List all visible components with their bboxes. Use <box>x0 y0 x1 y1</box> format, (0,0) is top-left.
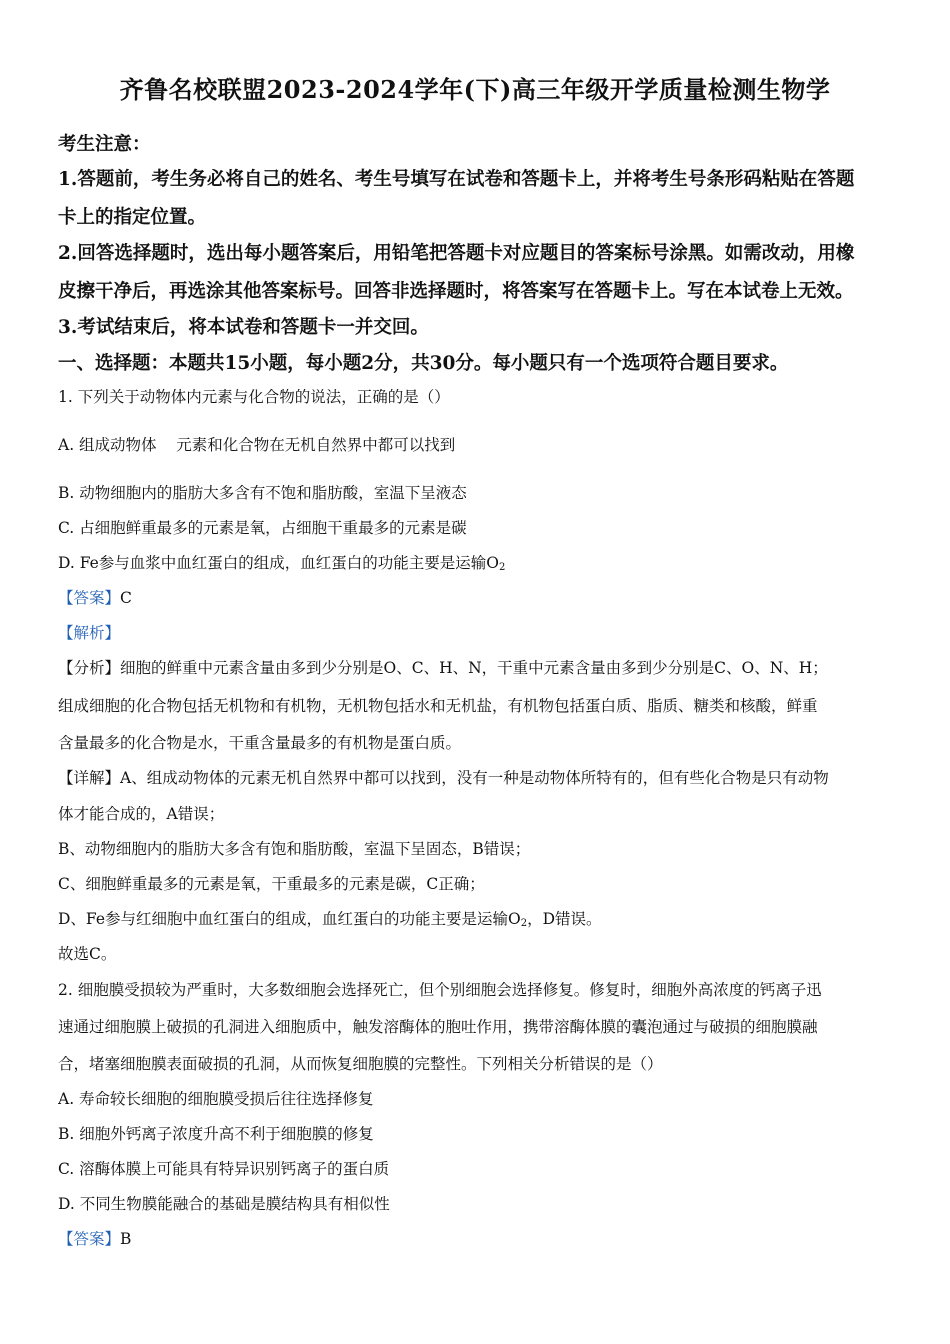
notice-heading: 考生注意： <box>58 134 151 155</box>
section-heading: 一、选择题：本题共15小题，每小题2分，共30分。每小题只有一个选项符合题目要求。 <box>58 353 789 374</box>
q1-detail-d <box>58 907 898 929</box>
q1-option-a: A. 组成动物体 元素和化合物在无机自然界中都可以找到 <box>58 436 456 454</box>
q1-detail-d-subscript: 2 <box>520 918 528 929</box>
q1-option-b: B. 动物细胞内的脂肪大多含有不饱和脂肪酸，室温下呈液态 <box>58 484 467 502</box>
q1-detail-d-post: ，D错误。 <box>527 910 602 928</box>
q1-option-d <box>58 551 898 573</box>
q1-stem: 1. 下列关于动物体内元素与化合物的说法，正确的是（） <box>58 388 450 406</box>
q2-option-c: C. 溶酶体膜上可能具有特异识别钙离子的蛋白质 <box>58 1160 390 1178</box>
q2-stem-line-3: 合，堵塞细胞膜表面破损的孔洞，从而恢复细胞膜的完整性。下列相关分析错误的是（） <box>58 1055 663 1073</box>
q1-analysis <box>58 621 898 643</box>
q1-fenxi-text-1: 细胞的鲜重中元素含量由多到少分别是O、C、H、N，干重中元素含量由多到少分别是C、O、N、H； <box>120 659 828 677</box>
q2-option-a: A. 寿命较长细胞的细胞膜受损后往往选择修复 <box>58 1090 374 1108</box>
notice-item-1-line-2: 卡上的指定位置。 <box>58 207 207 228</box>
q2-answer <box>58 1227 898 1249</box>
q1-xiangjie-line-1 <box>58 766 898 788</box>
q1-detail-c: C、细胞鲜重最多的元素是氧，干重最多的元素是碳，C正确； <box>58 875 485 893</box>
q2-stem-line-2: 速通过细胞膜上破损的孔洞进入细胞质中，触发溶酶体的胞吐作用，携带溶酶体膜的囊泡通过与破损的细胞膜融 <box>58 1018 818 1036</box>
q1-option-d-text: D. Fe参与血浆中血红蛋白的组成，血红蛋白的功能主要是运输O <box>58 554 500 572</box>
notice-item-1-line-1: 1.答题前，考生务必将自己的姓名、考生号填写在试卷和答题卡上，并将考生号条形码粘贴在答题 <box>58 169 855 190</box>
q1-detail-b: B、动物细胞内的脂肪大多含有饱和脂肪酸，室温下呈固态，B错误； <box>58 840 531 858</box>
q1-xiangjie-tag: 【详解】 <box>58 769 121 787</box>
notice-item-2-line-2: 皮擦干净后，再选涂其他答案标号。回答非选择题时，将答案写在答题卡上。写在本试卷上无效。 <box>58 281 854 302</box>
q1-answer <box>58 586 898 608</box>
q1-xiangjie-line-2: 体才能合成的，A错误； <box>58 805 225 823</box>
q2-option-d: D. 不同生物膜能融合的基础是膜结构具有相似性 <box>58 1195 390 1213</box>
q1-answer-value: C <box>120 589 132 607</box>
q1-fenxi-line-3: 含量最多的化合物是水，干重含量最多的有机物是蛋白质。 <box>58 734 462 752</box>
q2-option-b: B. 细胞外钙离子浓度升高不利于细胞膜的修复 <box>58 1125 374 1143</box>
document-title: 齐鲁名校联盟2023-2024学年(下)高三年级开学质量检测生物学 <box>119 75 831 104</box>
q1-xiangjie-text-1: A、组成动物体的元素无机自然界中都可以找到，没有一种是动物体所特有的，但有些化合物是只有动物 <box>120 769 829 787</box>
q1-detail-d-pre: D、Fe参与红细胞中血红蛋白的组成，血红蛋白的功能主要是运输O <box>58 910 521 928</box>
q1-fenxi-tag: 【分析】 <box>58 659 121 677</box>
q2-stem-line-1: 2. 细胞膜受损较为严重时，大多数细胞会选择死亡，但个别细胞会选择修复。修复时，细胞外高浓度的钙离子迅 <box>58 981 822 999</box>
q1-conclusion: 故选C。 <box>58 945 117 963</box>
q1-option-d-subscript: 2 <box>499 562 506 573</box>
notice-item-3: 3.考试结束后，将本试卷和答题卡一并交回。 <box>58 317 429 338</box>
q1-fenxi-line-1 <box>58 656 898 678</box>
notice-item-2-line-1: 2.回答选择题时，选出每小题答案后，用铅笔把答题卡对应题目的答案标号涂黑。如需改动，用橡 <box>58 243 855 264</box>
q1-option-c: C. 占细胞鲜重最多的元素是氧，占细胞干重最多的元素是碳 <box>58 519 467 537</box>
q1-answer-tag: 【答案】 <box>58 589 121 607</box>
q2-answer-tag: 【答案】 <box>58 1230 121 1248</box>
q1-analysis-tag: 【解析】 <box>58 624 121 642</box>
q2-answer-value: B <box>120 1230 132 1248</box>
q1-fenxi-line-2: 组成细胞的化合物包括无机物和有机物，无机物包括水和无机盐，有机物包括蛋白质、脂质、糖类和核酸，鲜重 <box>58 697 818 715</box>
